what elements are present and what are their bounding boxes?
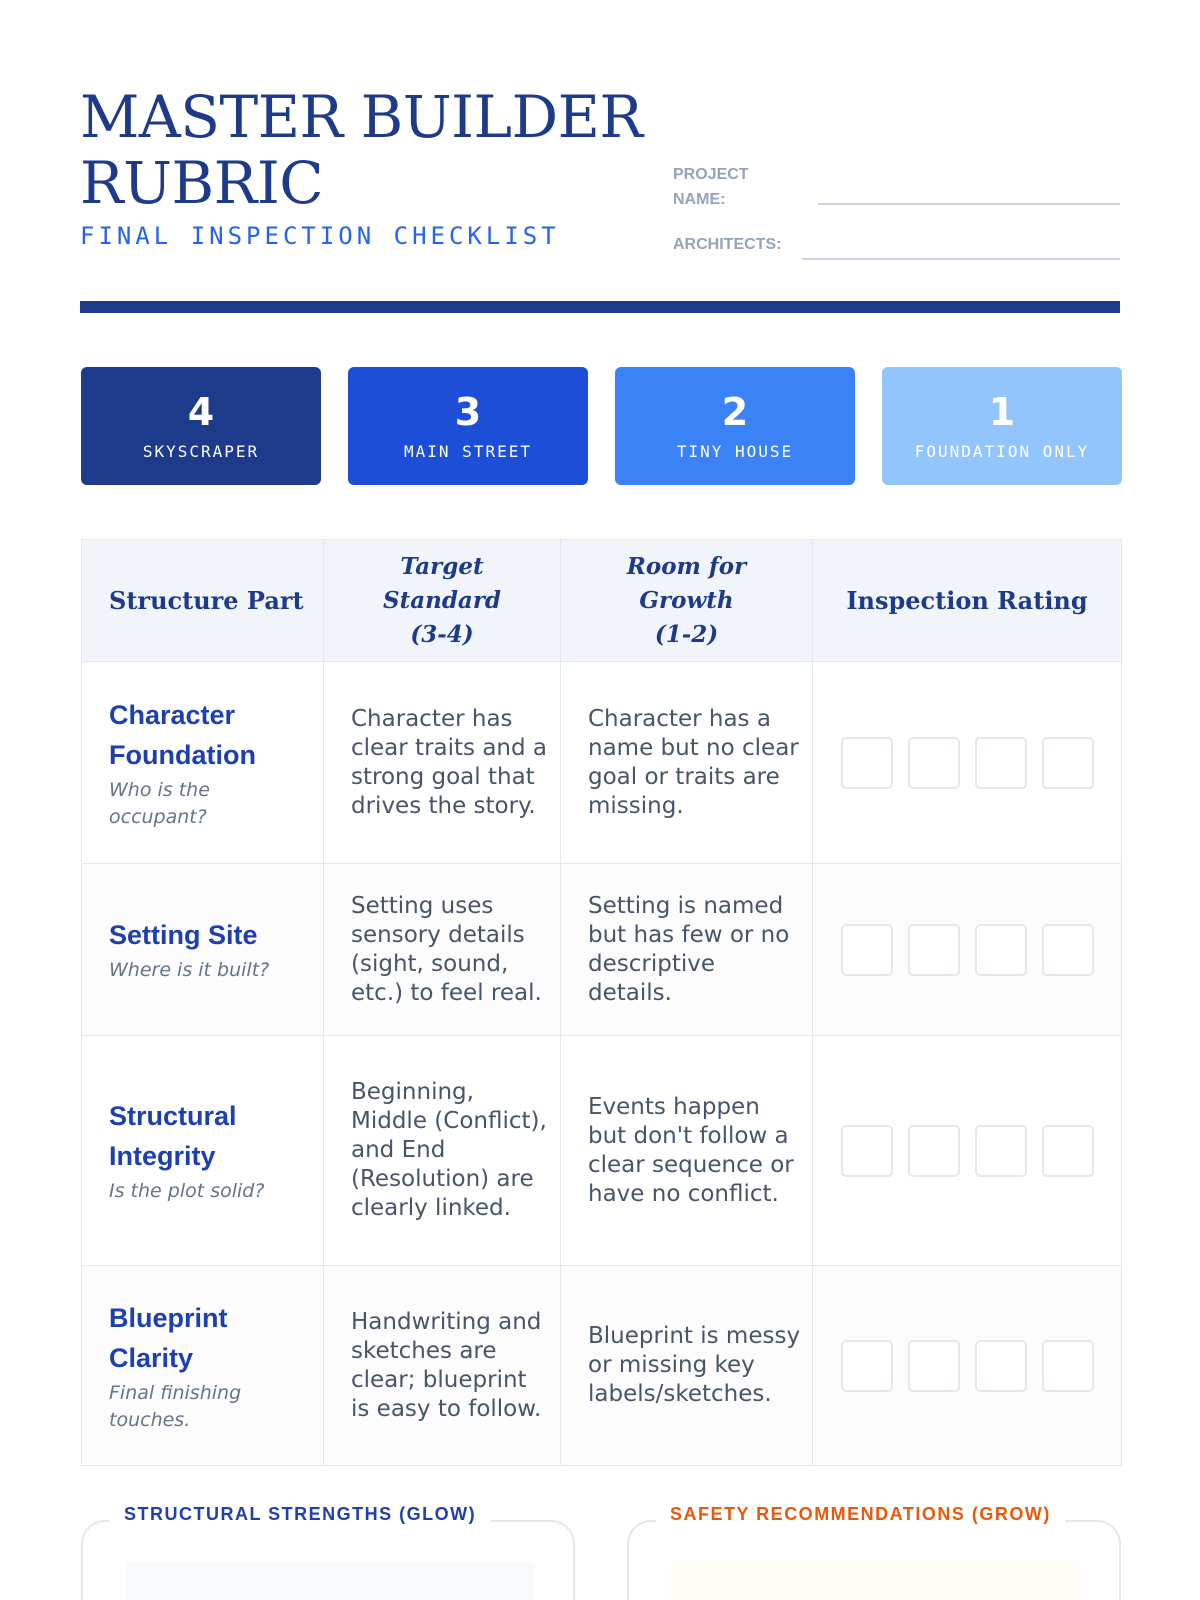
target-standard-cell: Beginning, Middle (Conflict), and End (Resolution) are clearly linked. bbox=[324, 1036, 561, 1266]
header-structure-part: Structure Part bbox=[82, 540, 324, 662]
project-label-line-2: NAME: bbox=[673, 191, 726, 208]
level-number: 4 bbox=[187, 390, 215, 434]
room-for-growth-cell: Events happen but don't follow a clear sequence or have no conflict. bbox=[561, 1036, 813, 1266]
level-card-3 bbox=[348, 367, 588, 485]
project-label-line-1: PROJECT bbox=[673, 166, 749, 183]
rating-checkbox[interactable] bbox=[1042, 1340, 1094, 1392]
header-growth-line-2: (1-2) bbox=[654, 620, 719, 648]
inspection-rating-cell bbox=[813, 864, 1122, 1036]
target-standard-cell: Character has clear traits and a strong goal that drives the story. bbox=[324, 662, 561, 864]
rating-checkbox[interactable] bbox=[975, 924, 1027, 976]
table-row bbox=[82, 864, 1122, 1036]
rating-boxes bbox=[813, 737, 1121, 789]
part-name: Setting Site bbox=[109, 920, 258, 950]
level-name: TINY HOUSE bbox=[676, 442, 794, 461]
structure-part-cell bbox=[82, 1036, 324, 1266]
inspection-rating-cell bbox=[813, 1036, 1122, 1266]
rating-checkbox[interactable] bbox=[841, 924, 893, 976]
rating-checkbox[interactable] bbox=[1042, 737, 1094, 789]
rating-checkbox[interactable] bbox=[975, 737, 1027, 789]
header-target-standard bbox=[324, 540, 561, 662]
rating-checkbox[interactable] bbox=[908, 1125, 960, 1177]
rating-checkbox[interactable] bbox=[975, 1125, 1027, 1177]
glow-feedback-label: STRUCTURAL STRENGTHS (GLOW) bbox=[110, 1503, 490, 1525]
title-line-2: RUBRIC bbox=[80, 149, 324, 217]
part-question: Is the plot solid? bbox=[109, 1180, 265, 1202]
level-number: 1 bbox=[988, 390, 1016, 434]
page-title bbox=[80, 84, 643, 216]
glow-feedback-input[interactable] bbox=[125, 1561, 533, 1600]
header-inspection-rating: Inspection Rating bbox=[813, 540, 1122, 662]
inspection-rating-cell bbox=[813, 1266, 1122, 1466]
room-for-growth-cell: Character has a name but no clear goal or traits are missing. bbox=[561, 662, 813, 864]
inspection-rating-cell bbox=[813, 662, 1122, 864]
rating-checkbox[interactable] bbox=[975, 1340, 1027, 1392]
rating-checkbox[interactable] bbox=[841, 1340, 893, 1392]
header-room-for-growth bbox=[561, 540, 813, 662]
room-for-growth-cell: Blueprint is messy or missing key labels/sketches. bbox=[561, 1266, 813, 1466]
architects-field[interactable] bbox=[802, 258, 1120, 260]
part-question: Where is it built? bbox=[109, 959, 270, 981]
level-name: FOUNDATION ONLY bbox=[914, 442, 1090, 461]
part-name: Blueprint Clarity bbox=[109, 1302, 228, 1373]
rating-checkbox[interactable] bbox=[1042, 924, 1094, 976]
structure-part-cell bbox=[82, 662, 324, 864]
level-card-4 bbox=[81, 367, 321, 485]
header-divider bbox=[80, 301, 1120, 313]
table-row bbox=[82, 1266, 1122, 1466]
level-name: MAIN STREET bbox=[404, 442, 532, 461]
page-subtitle: FINAL INSPECTION CHECKLIST bbox=[80, 222, 560, 250]
part-name: Character Foundation bbox=[109, 699, 256, 770]
grow-feedback-input[interactable] bbox=[671, 1561, 1079, 1600]
rating-checkbox[interactable] bbox=[841, 1125, 893, 1177]
rating-checkbox[interactable] bbox=[841, 737, 893, 789]
rating-boxes bbox=[813, 1340, 1121, 1392]
level-card-2 bbox=[615, 367, 855, 485]
rating-checkbox[interactable] bbox=[908, 737, 960, 789]
rating-checkbox[interactable] bbox=[908, 924, 960, 976]
header-target-line-1: Target Standard bbox=[382, 552, 502, 614]
project-name-label bbox=[673, 162, 749, 212]
header-target-line-2: (3-4) bbox=[410, 620, 474, 648]
rating-boxes bbox=[813, 924, 1121, 976]
structure-part-cell bbox=[82, 864, 324, 1036]
part-question: Who is the occupant? bbox=[109, 778, 210, 828]
table-row bbox=[82, 1036, 1122, 1266]
rating-checkbox[interactable] bbox=[908, 1340, 960, 1392]
part-name: Structural Integrity bbox=[109, 1101, 237, 1171]
rubric-table bbox=[81, 539, 1122, 1466]
target-standard-cell: Handwriting and sketches are clear; blueprint is easy to follow. bbox=[324, 1266, 561, 1466]
title-line-1: MASTER BUILDER bbox=[80, 83, 643, 151]
rating-boxes bbox=[813, 1125, 1121, 1177]
room-for-growth-cell: Setting is named but has few or no descriptive details. bbox=[561, 864, 813, 1036]
header-growth-line-1: Room for Growth bbox=[626, 552, 747, 614]
level-name: SKYSCRAPER bbox=[142, 442, 260, 461]
structure-part-cell bbox=[82, 1266, 324, 1466]
rating-checkbox[interactable] bbox=[1042, 1125, 1094, 1177]
grow-feedback-label: SAFETY RECOMMENDATIONS (GROW) bbox=[656, 1503, 1065, 1525]
level-card-1 bbox=[882, 367, 1122, 485]
table-header-row bbox=[82, 540, 1122, 662]
table-row bbox=[82, 662, 1122, 864]
project-name-field[interactable] bbox=[818, 203, 1120, 205]
level-number: 2 bbox=[721, 390, 749, 434]
target-standard-cell: Setting uses sensory details (sight, sound, etc.) to feel real. bbox=[324, 864, 561, 1036]
level-number: 3 bbox=[454, 390, 482, 434]
architects-label: ARCHITECTS: bbox=[673, 236, 782, 253]
part-question: Final finishing touches. bbox=[109, 1381, 242, 1431]
